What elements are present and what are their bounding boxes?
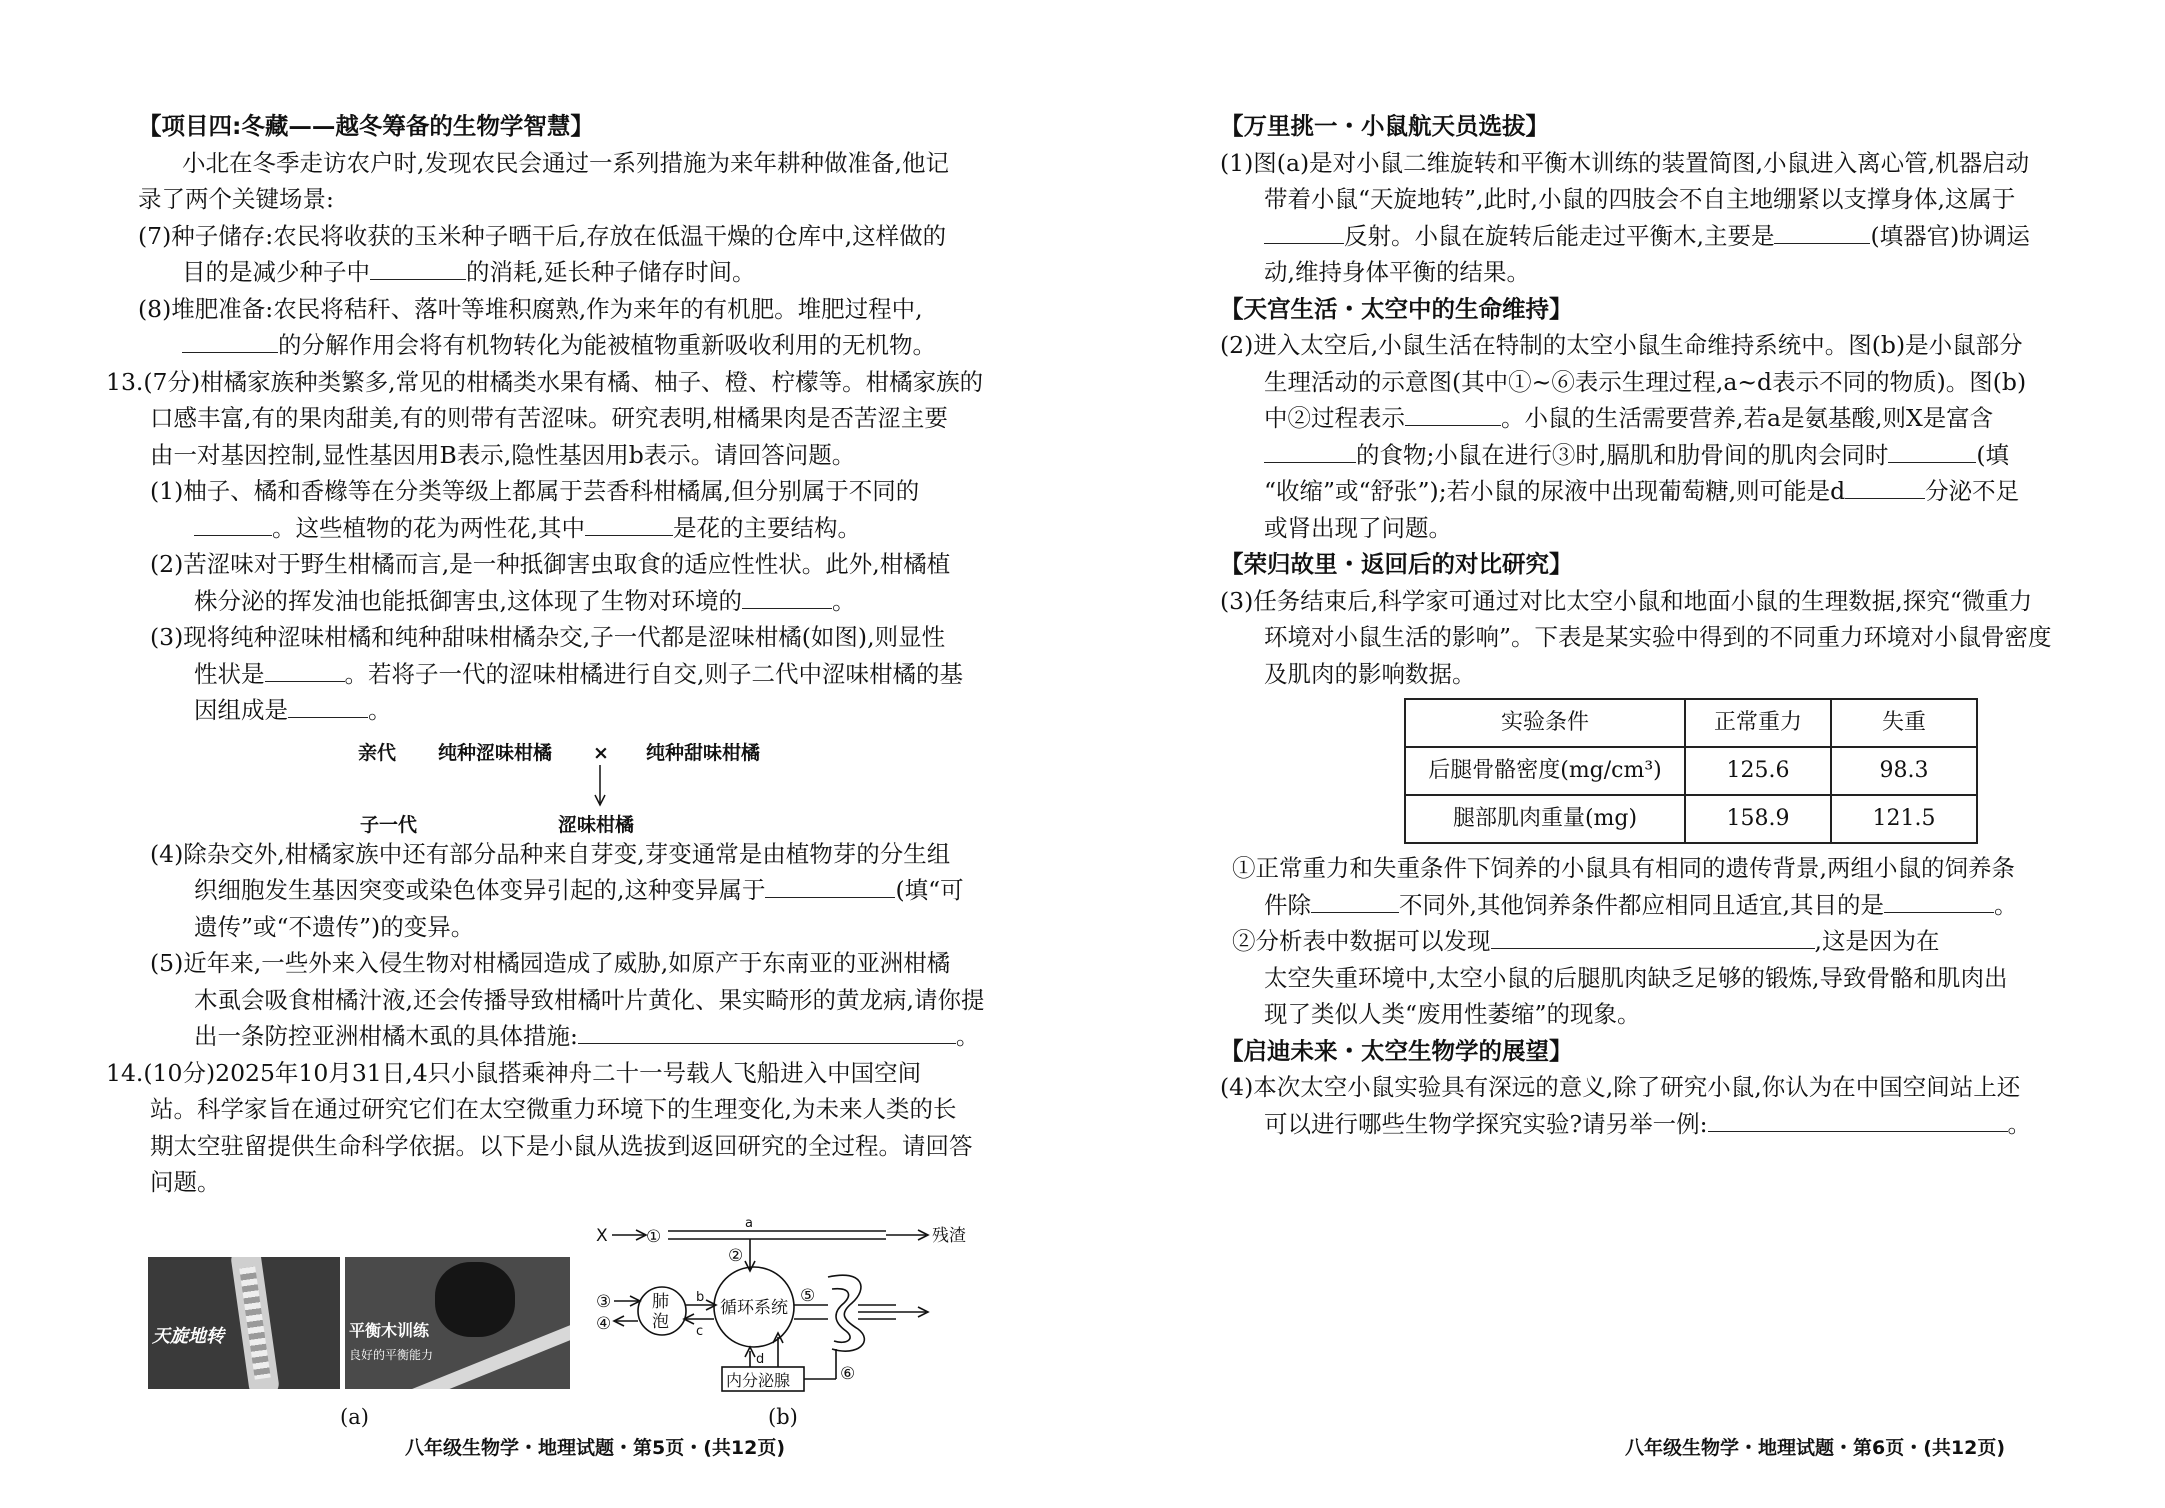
answer-blank[interactable] [585,511,673,536]
section-outlook-title: 【启迪未来・太空生物学的展望】 [1220,1036,1573,1065]
table-cell: 98.3 [1831,747,1977,795]
diagram-label-circulatory-system: 循环系统 [720,1297,788,1318]
question-14-2-line-3: 中②过程表示 。小鼠的生活需要营养,若a是氨基酸,则X是富含 [1220,400,2080,437]
question-8-line-2: 的分解作用会将有机物转化为能被植物重新吸收利用的无机物。 [138,327,998,364]
question-14-1-line-3: 反射。小鼠在旋转后能走过平衡木,主要是 (填器官)协调运 [1220,218,2080,255]
diagram-label-1: ① [646,1226,662,1247]
answer-blank[interactable] [1845,474,1925,499]
diagram-label-lung-1: 肺 [652,1291,669,1312]
section-return-title: 【荣归故里・返回后的对比研究】 [1220,550,1573,578]
intro-line: 小北在冬季走访农户时,发现农民会通过一系列措施为来年耕种做准备,他记 [182,148,949,177]
question-13-4: (4)除杂交外,柑橘家族中还有部分品种来自芽变,芽变通常是由植物芽的分生组 [150,839,951,868]
question-14-1-line-4: 动,维持身体平衡的结果。 [1264,258,1530,286]
intro-line: 录了两个关键场景: [138,185,334,213]
cross-symbol: × [593,741,609,764]
table-cell: 后腿骨骼密度(mg/cm³) [1405,747,1685,795]
sub-question-2-line-3: 现了类似人类“废用性萎缩”的现象。 [1264,1000,1641,1028]
table-cell: 121.5 [1831,795,1977,843]
parent-b: 纯种甜味柑橘 [646,741,761,764]
question-13-2-line-2: 株分泌的挥发油也能抵御害虫,这体现了生物对环境的 。 [138,583,998,620]
table-header-cell: 失重 [1831,699,1977,747]
answer-blank[interactable] [182,328,278,353]
table-header-cell: 正常重力 [1685,699,1831,747]
question-14-4: (4)本次太空小鼠实验具有深远的意义,除了研究小鼠,你认为在中国空间站上还 [1220,1073,2021,1101]
figures-row [138,1209,998,1431]
section-selection-title: 【万里挑一・小鼠航天员选拔】 [1220,112,1549,140]
answer-blank[interactable] [765,873,895,898]
question-14-stem: 期太空驻留提供生命科学依据。以下是小鼠从选拔到返回研究的全过程。请回答 [150,1131,973,1160]
question-8: (8)堆肥准备:农民将秸秆、落叶等堆积腐熟,作为来年的有机肥。堆肥过程中, [138,294,923,323]
table-header-cell: 实验条件 [1405,699,1685,747]
down-arrow-icon [593,765,607,807]
physiology-diagram [596,1209,1116,1399]
diagram-label-6: ⑥ [840,1363,856,1384]
diagram-label-lung-2: 泡 [652,1311,669,1332]
answer-blank[interactable] [1888,438,1976,463]
question-13-5: (5)近年来,一些外来入侵生物对柑橘园造成了威胁,如原产于东南亚的亚洲柑橘 [150,949,951,977]
diagram-label-3: ③ [596,1291,612,1312]
question-7: (7)种子储存:农民将收获的玉米种子晒干后,存放在低温干燥的仓库中,这样做的 [138,221,947,250]
diagram-label-4: ④ [596,1313,612,1334]
question-14-1-line-2: 带着小鼠“天旋地转”,此时,小鼠的四肢会不自主地绷紧以支撑身体,这属于 [1264,185,2016,213]
project-four-title: 【项目四:冬藏——越冬筹备的生物学智慧】 [138,112,594,140]
question-14-3-line-2: 环境对小鼠生活的影响”。下表是某实验中得到的不同重力环境对小鼠骨密度 [1264,623,2052,651]
answer-blank[interactable] [265,657,345,682]
question-14-stem: 问题。 [150,1168,221,1196]
table-row [1405,747,1977,795]
photo-b-caption: 平衡木训练 [349,1320,430,1340]
centrifuge-photo [148,1257,340,1389]
question-13-3-line-2: 性状是 。若将子一代的涩味柑橘进行自交,则子二代中涩味柑橘的基 [138,656,998,693]
answer-blank[interactable] [578,1019,956,1044]
question-13-1-line-2: 。这些植物的花为两性花,其中 是花的主要结构。 [138,510,998,547]
table-header-row [1405,699,1977,747]
table-cell: 158.9 [1685,795,1831,843]
sub-question-1-line-2: 件除 不同外,其他饲养条件都应相同且适宜,其目的是 。 [1220,887,2080,924]
gravity-data-table [1404,698,1978,844]
right-page [1085,0,2165,1508]
page-footer: 八年级生物学・地理试题・第5页・(共12页) [405,1437,786,1459]
question-14-2-line-6: 或肾出现了问题。 [1264,513,1452,542]
answer-blank[interactable] [370,255,466,280]
answer-blank[interactable] [1491,924,1815,949]
page-footer: 八年级生物学・地理试题・第6页・(共12页) [1625,1437,2006,1459]
section-life-support-title: 【天宫生活・太空中的生命维持】 [1220,294,1573,323]
diagram-label-a: a [745,1215,753,1231]
photo-a-caption: 天旋地转 [152,1325,224,1347]
parent-generation-label: 亲代 [358,741,397,764]
diagram-label-residue: 残渣 [932,1225,966,1246]
parent-a: 纯种涩味柑橘 [438,741,553,764]
figure-b-caption: (b) [768,1404,798,1429]
question-14-4-line-2: 可以进行哪些生物学探究实验?请另举一例: 。 [1220,1106,2080,1143]
question-14-stem: 站。科学家旨在通过研究它们在太空微重力环境下的生理变化,为未来人类的长 [150,1095,957,1123]
answer-blank[interactable] [1264,438,1356,463]
table-row [1405,795,1977,843]
question-13-2: (2)苦涩味对于野生柑橘而言,是一种抵御害虫取食的适应性性状。此外,柑橘植 [150,550,951,578]
question-13-5-line-2: 木虱会吸食柑橘汁液,还会传播导致柑橘叶片黄化、果实畸形的黄龙病,请你提 [194,985,985,1014]
diagram-label-5: ⑤ [800,1285,816,1306]
question-13-3: (3)现将纯种涩味柑橘和纯种甜味柑橘杂交,子一代都是涩味柑橘(如图),则显性 [150,623,946,651]
question-13-4-line-2: 织细胞发生基因突变或染色体变异引起的,这种变异属于 (填“可 [138,872,998,909]
answer-blank[interactable] [1774,219,1870,244]
answer-blank[interactable] [742,584,832,609]
diagram-label-endocrine-gland: 内分泌腺 [726,1370,791,1390]
question-13-5-line-3: 出一条防控亚洲柑橘木虱的具体措施: 。 [138,1018,998,1055]
question-13-4-line-3: 遗传”或“不遗传”)的变异。 [194,912,475,941]
answer-blank[interactable] [1405,401,1501,426]
question-13-stem: 13.(7分)柑橘家族种类繁多,常见的柑橘类水果有橘、柚子、橙、柠檬等。柑橘家族的 [106,367,984,396]
question-14-3: (3)任务结束后,科学家可通过对比太空小鼠和地面小鼠的生理数据,探究“微重力 [1220,586,2033,615]
answer-blank[interactable] [194,511,272,536]
question-7-line-2: 目的是减少种子中 的消耗,延长种子储存时间。 [138,254,998,291]
question-13-stem: 口感丰富,有的果肉甜美,有的则带有苦涩味。研究表明,柑橘果肉是否苦涩主要 [150,404,948,432]
question-14-2: (2)进入太空后,小鼠生活在特制的太空小鼠生命维持系统中。图(b)是小鼠部分 [1220,331,2023,359]
question-14-2-line-5: “收缩”或“舒张”);若小鼠的尿液中出现葡萄糖,则可能是d 分泌不足 [1220,473,2080,510]
question-13-3-line-3: 因组成是 。 [138,692,998,729]
question-14-3-line-3: 及肌肉的影响数据。 [1264,659,1476,688]
diagram-label-x: X [596,1225,608,1246]
genetic-cross-diagram [138,731,998,836]
question-14-2-line-2: 生理活动的示意图(其中①~⑥表示生理过程,a~d表示不同的物质)。图(b) [1264,367,2027,396]
left-page [0,0,1080,1508]
question-14-1: (1)图(a)是对小鼠二维旋转和平衡木训练的装置简图,小鼠进入离心管,机器启动 [1220,148,2030,177]
question-13-stem: 由一对基因控制,显性基因用B表示,隐性基因用b表示。请回答问题。 [150,440,856,469]
right-content [1220,108,2080,1142]
answer-blank[interactable] [1884,888,1994,913]
f1-offspring: 涩味柑橘 [558,813,635,836]
answer-blank[interactable] [288,693,368,718]
balance-beam-photo [345,1257,570,1389]
question-14-stem: 14.(10分)2025年10月31日,4只小鼠搭乘神舟二十一号载人飞船进入中国空间 [106,1058,922,1087]
question-13-1: (1)柚子、橘和香橼等在分类等级上都属于芸香科柑橘属,但分别属于不同的 [150,477,920,505]
sub-question-2: ②分析表中数据可以发现 ,这是因为在 [1220,923,2080,960]
figure-a-caption: (a) [340,1404,369,1429]
question-14-2-line-4: 的食物;小鼠在进行③时,膈肌和肋骨间的肌肉会同时 (填 [1220,437,2080,474]
diagram-label-b: b [696,1289,705,1305]
photo-b-subcaption: 良好的平衡能力 [349,1347,434,1362]
diagram-label-c: c [696,1323,704,1339]
left-content [106,108,998,1431]
table-cell: 125.6 [1685,747,1831,795]
table-cell: 腿部肌肉重量(mg) [1405,795,1685,843]
answer-blank[interactable] [1264,219,1344,244]
diagram-label-d: d [756,1351,765,1367]
sub-question-2-line-2: 太空失重环境中,太空小鼠的后腿肌肉缺乏足够的锻炼,导致骨骼和肌肉出 [1264,963,2008,992]
diagram-label-2: ② [728,1245,744,1266]
sub-question-1: ①正常重力和失重条件下饲养的小鼠具有相同的遗传背景,两组小鼠的饲养条 [1232,854,2015,882]
answer-blank[interactable] [1708,1107,2008,1132]
f1-generation-label: 子一代 [360,813,418,836]
answer-blank[interactable] [1311,888,1399,913]
